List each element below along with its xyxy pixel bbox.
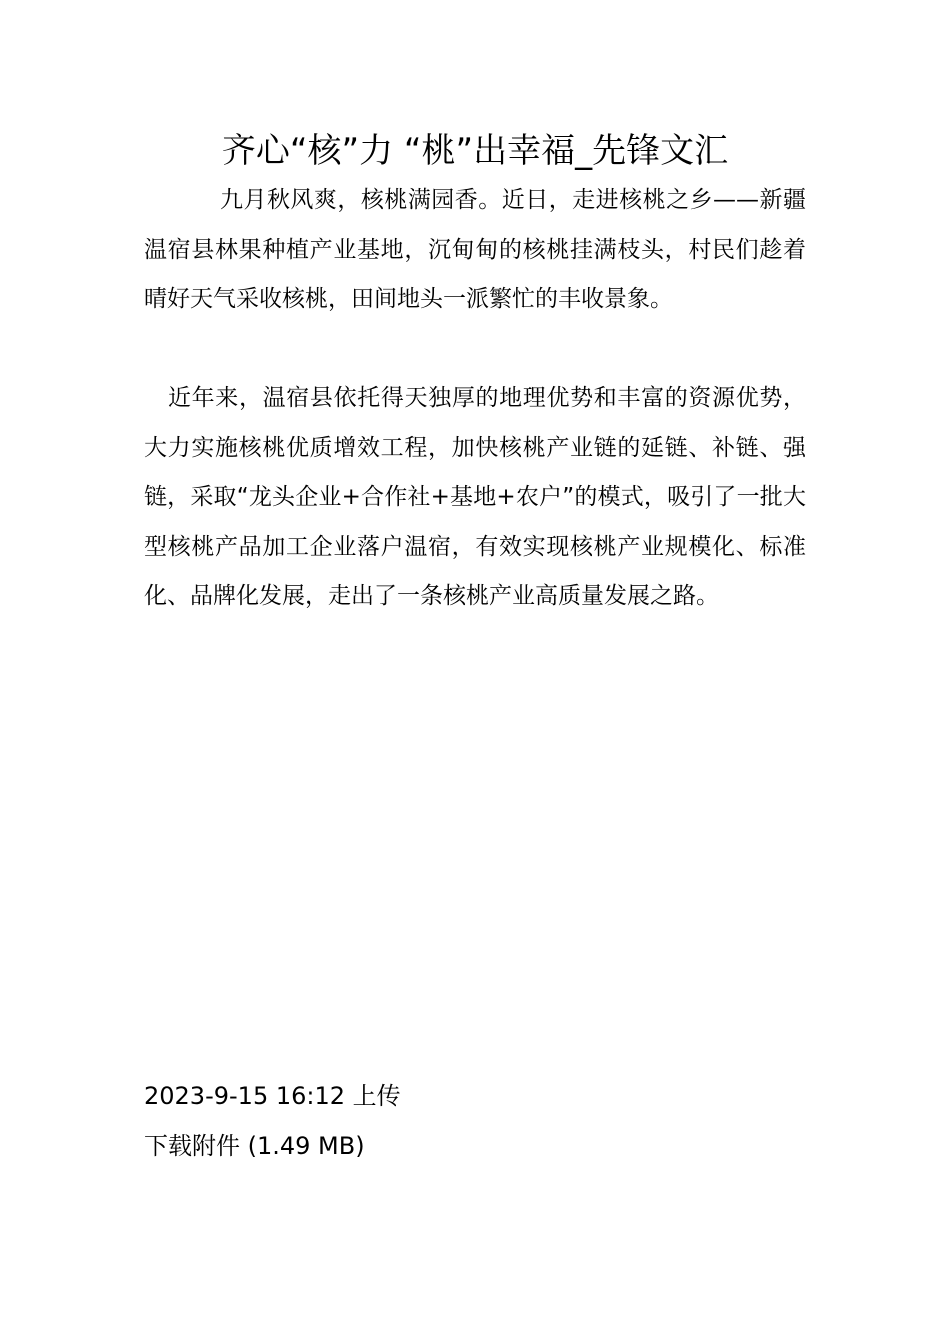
article-paragraph-1: 九月秋风爽，核桃满园香。近日，走进核桃之乡——新疆温宿县林果种植产业基地，沉甸甸的核桃挂满枝头，村民们趁着晴好天气采收核桃，田间地头一派繁忙的丰收景象。	[144, 187, 806, 313]
download-attachment-link[interactable]: 下载附件 (1.49 MB)	[144, 1132, 365, 1160]
article-title: 齐心“核”力 “桃”出幸福_先锋文汇	[221, 131, 729, 171]
upload-timestamp: 2023-9-15 16:12 上传	[144, 1082, 401, 1110]
article-paragraph-2: 近年来，温宿县依托得天独厚的地理优势和丰富的资源优势，大力实施核桃优质增效工程，加快核桃产业链的延链、补链、强链，采取“龙头企业+合作社+基地+农户”的模式，吸引了一批大型核桃产品加工企业落户温宿，有效实现核桃产业规模化、标准化、品牌化发展，走出了一条核桃产业高质量发展之路。	[144, 385, 806, 610]
